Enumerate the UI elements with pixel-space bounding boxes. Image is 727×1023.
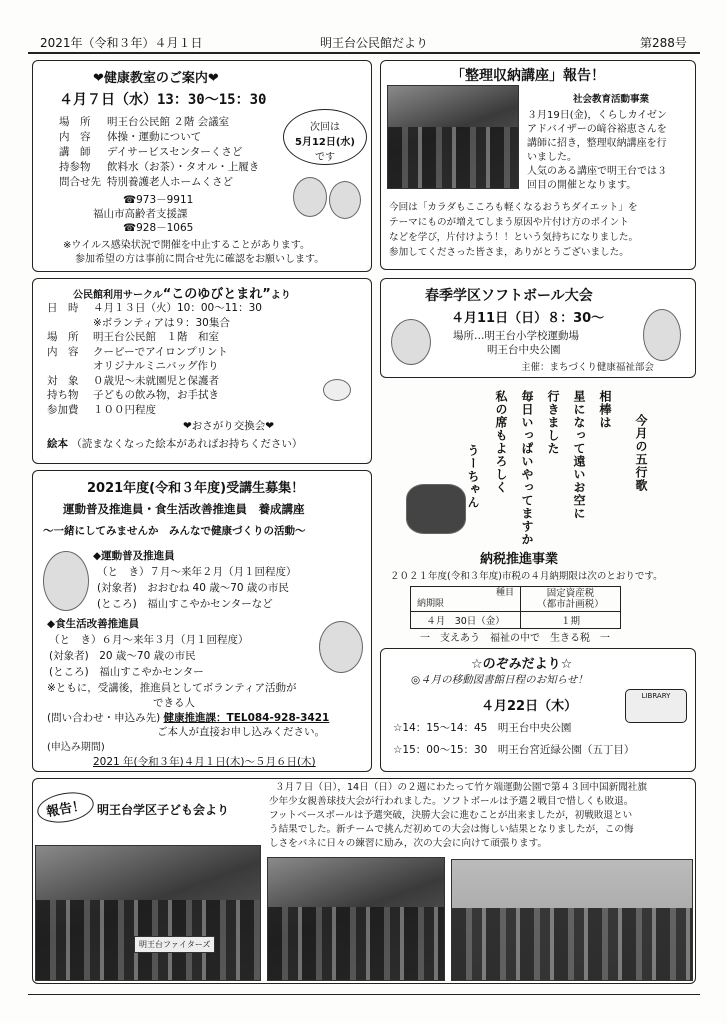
header-rule [28,52,700,54]
recruit-sec1-row: （と き）７月〜来年２月（月１回程度） [97,566,297,578]
recruit-sec1-row: (ところ) 福山すこやかセンターなど [97,598,273,610]
recruit-contact-label: (問い合わせ・申込み先) [47,712,161,724]
organizing-lecture-line: ３月19日(金)，くらしカイゼン [527,110,667,121]
tax-date: ４月 30日（金） [411,612,521,629]
organizing-lecture-body-line: 今回は「カラダもこころも軽くなるおうちダイエット」を [389,202,638,213]
recruit-direct: ご本人が直接お申し込みください。 [157,726,325,738]
team-banner: 明王台ファイターズ [134,936,215,953]
circle-info-value: ４月１３日（火）10：00〜11：30 [93,302,262,314]
recruit-sec2-row: (対象者) 20 歳〜70 歳の市民 [49,650,196,662]
health-info-row [59,175,233,189]
circle-box [32,278,372,464]
elderly-couple-illustration-2 [329,181,361,219]
circle-info-label: 持ち物 [47,389,79,401]
issue-date: 2021年（令和３年）４月１日 [40,36,203,50]
circle-suffix: より [270,290,291,301]
organizing-lecture-line: 人気のある講座で明王台では３ [527,166,667,177]
tax-table [410,586,621,629]
organizing-lecture-body-line: などを学び，片付けよう！！という気持ちになりました。 [389,232,639,243]
circle-info-row [47,301,262,315]
softball-date: ４月11日（日）８：30〜 [451,311,605,326]
health-class-datetime: ４月７日（水）13：30〜15：30 [59,92,267,108]
circle-info-value: 子どもの飲み物，お手拭き [93,389,219,401]
poem-line: 毎日いっぱいやってますか [520,390,534,546]
circle-info-row [47,345,228,359]
poem-line: うーちゃん [466,444,480,509]
tax-header-tax [521,587,621,612]
circle-info-label: 参加費 [47,403,79,416]
tax-term: １期 [521,612,621,629]
organizing-lecture-line: 講師に招き，整理収納講座を行 [527,138,667,149]
organizing-lecture-body-line: 参加してくださった皆さま，ありがとうございました。 [389,247,629,258]
nozomi-sub: ◎４月の移動図書館日程のお知らせ！ [411,674,588,686]
health-info-value: デイサービスセンターくさど [107,146,243,158]
recruit-note-line: ※ともに，受講後，推進員としてボランティア活動が [47,682,297,694]
tax-slogan: 一 支えあう 福祉の中で 生きる税 一 [420,633,610,644]
team-photo [35,845,261,981]
lineup-photo [451,859,693,981]
kids-section [32,778,696,984]
circle-info-value: 明王台公民館 １階 和室 [93,331,219,343]
bubble-line1: 次回は [310,122,340,133]
softball-title: 春季学区ソフトボール大会 [425,288,593,304]
health-class-title: ❤健康教室のご案内❤ [93,71,219,86]
tax-header-deadline: 納期限 [417,599,445,609]
circle-heading-prefix: 公民館利用サークル [73,290,163,301]
hand-me-down-exchange: ❤おさがり交換会❤ [183,420,275,432]
issue-number: 第288号 [640,36,687,50]
newsletter-name: 明王台公民館だより [320,36,429,50]
circle-info-value: ※ボランティアは９：30集合 [93,316,230,329]
recruit-title: 2021年度(令和３年度)受講生募集！ [87,481,305,496]
picture-book-note [47,437,302,451]
tax-title: 納税推進事業 [480,552,559,567]
circle-info-value: クーピーでアイロンプリント [93,345,228,358]
organizing-lecture-line: アドバイザーの﨑谷裕恵さんを [527,124,667,135]
organizing-lecture-subtitle: 社会教育活動事業 [573,94,650,105]
kids-report-line: う結果でした。新チームで挑んだ初めての大会は悔しい結果となりましたが，この悔 [269,824,634,835]
poem-title: 今月の五行歌 [634,414,648,492]
circle-info-label: 内 容 [47,345,79,358]
health-info-label: 内 容 [59,131,91,143]
recruit-sec1-row: (対象者) おおむね 40 歳〜70 歳の市民 [97,582,289,594]
nozomi-slot1: ☆14：15〜14：45 明王台中央公園 [393,722,572,734]
circle-info-row [47,316,230,330]
nozomi-box [380,648,696,772]
recruit-tagline: 〜一緒にしてみませんか みんなで健康づくりの活動〜 [43,525,306,537]
softball-organizer: 主催：まちづくり健康福祉部会 [521,362,654,373]
organizing-lecture-line: 回目の開催となります。 [527,180,637,191]
organizing-lecture-title: 「整理収納講座」報告！ [451,68,605,84]
tax-header-cell [411,587,521,612]
tax-header-kind: 種目 [495,588,514,598]
health-info-label: 持参物 [59,161,91,173]
circle-info-label: 日 時 [47,302,79,314]
health-info-row [59,115,229,129]
cooking-illustration [319,621,363,673]
health-info-value: 特別養護老人ホームくさど [107,176,233,188]
library-bus-illustration [625,689,687,723]
health-info-value: 体操・運動について [107,131,202,143]
softball-place1: 場所…明王台小学校運動場 [453,330,579,342]
tax-header-tax-name: 固定資産税 [546,588,595,599]
kids-report-line: 少年少女親善球技大会が行われました。ソフトボールは予選２戦目で惜しくも敗退。 [269,796,634,807]
circle-info-value: １００円程度 [93,403,156,416]
kids-title: 明王台学区子ども会より [97,803,230,817]
softball-box [380,278,696,378]
organizing-lecture-line: いました。 [527,152,577,163]
tax-lead: ２０２１年度(令和３年度)市税の４月納期限は次のとおりです。 [390,571,663,582]
recruit-sec2-row: (ところ) 福山すこやかセンター [49,666,204,678]
kids-report-badge: 報告！ [35,788,96,826]
health-info-row [59,160,259,174]
tax-header-tax-sub: （都市計画税） [537,599,604,610]
softball-place2: 明王台中央公園 [487,344,561,356]
next-date-bubble [283,109,367,165]
bubble-line3: です [315,152,335,163]
health-phone1: ☎973－9911 [123,194,194,206]
kids-report-line: フットベースボールは予選突破，決勝大会に進むことが出来ましたが，初戦敗退とい [269,810,633,821]
recruit-contact-value: 健康推進課：TEL084-928-3421 [163,712,330,724]
health-info-label: 場 所 [59,116,91,128]
picture-book-label: 絵本 [47,438,68,450]
health-class-box [32,60,372,272]
recruit-sec2-heading: ◆食生活改善推進員 [47,618,140,630]
recruit-period-label: (申込み期間) [47,742,105,753]
flower-decoration [406,484,466,534]
recruit-contact [47,711,329,725]
poem-line: 私の席もよろしく [494,390,508,494]
poem-line: 星になって遠いお空に [572,390,586,520]
bee-illustration [323,379,351,401]
health-info-label: 講 師 [59,146,91,158]
organizing-lecture-body-line: テーマにものが増えてしまう原因や片付け方のポイント [389,217,629,228]
circle-info-row [47,374,219,388]
circle-name: “このゆびとまれ” [162,287,271,302]
recruit-sec2-row: （と き）６月〜来年３月（月１回程度） [49,634,249,646]
walking-couple-illustration [43,551,89,611]
recruit-sec1-heading: ◆運動普及推進員 [93,550,175,562]
footer-rule [28,994,700,995]
kids-report-line: ３月７日（日），14日（日）の２週にわたって竹ケ端運動公園で第４３回中国新聞社旗 [275,782,647,793]
health-support-center: 福山市高齢者支援課 [93,208,188,220]
pitcher-illustration [643,309,681,361]
kids-report-line: しさをバネに日々の練習に励み，次の大会に向けて頑張ります。 [269,838,548,849]
circle-info-row [47,359,218,373]
health-phone2: ☎928－1065 [123,222,194,234]
recruit-period: 2021 年(令和３年)４月１日(木)〜５月６日(木) [93,756,316,768]
circle-info-value: オリジナルミニバッグ作り [93,360,219,372]
picture-book-text: （読まなくなった絵本があればお持ちください） [71,438,303,450]
health-note2: 参加希望の方は事前に問合せ先に確認をお願いします。 [75,254,325,265]
circle-heading [73,283,291,302]
circle-info-label: 場 所 [47,331,79,343]
poem-line: 相棒は [598,390,612,429]
recruit-course: 運動普及推進員・食生活改善推進員 養成講座 [63,502,305,516]
health-info-row [59,145,242,159]
library-bus-label: LIBRARY [641,692,671,700]
bubble-line2: 5月12日(水) [294,137,355,148]
organizing-lecture-box [380,60,696,270]
recruit-box [32,470,372,772]
circle-info-row [47,403,156,417]
health-info-value: 飲料水（お茶）・タオル・上履き [107,161,260,173]
health-info-label: 問合せ先 [59,176,101,188]
health-info-row [59,130,201,144]
poem-area [380,384,696,548]
health-note1: ※ウイルス感染状況で開催を中止することがあります。 [63,240,310,251]
nozomi-slot2: ☆15：00〜15：30 明王台宮近緑公園（五丁目） [393,744,635,756]
tax-section [380,548,696,648]
nozomi-date: ４月22日（木） [481,699,578,714]
nozomi-title: ☆のぞみだより☆ [471,657,573,672]
circle-info-row [47,388,219,402]
batter-illustration [391,319,431,365]
lecture-photo [387,85,519,189]
circle-info-row [47,330,219,344]
huddle-photo [267,857,445,981]
poem-line: 行きました [546,390,560,455]
circle-info-label: 対 象 [47,374,79,387]
circle-info-value: ０歳児〜未就園児と保護者 [93,374,219,387]
elderly-couple-illustration [293,177,327,217]
health-info-value: 明王台公民館 ２階 会議室 [107,116,230,128]
recruit-note-line: できる人 [153,697,195,709]
